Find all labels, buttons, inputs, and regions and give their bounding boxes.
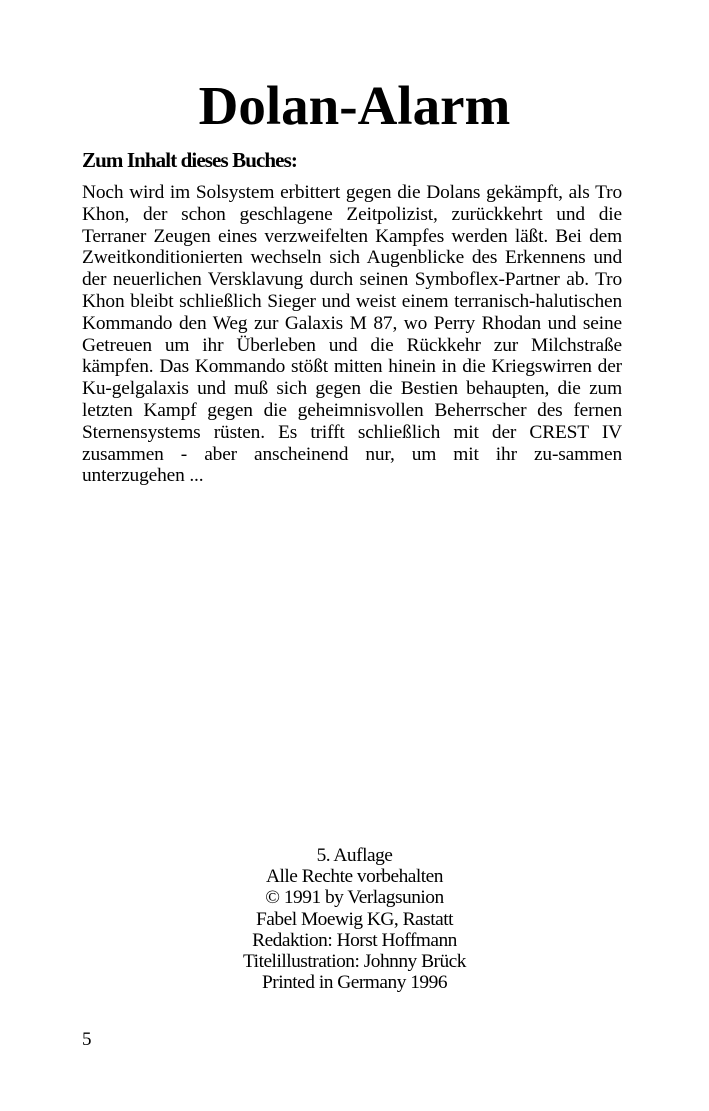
imprint-copyright: © 1991 by Verlagsunion [265, 887, 444, 909]
imprint-block [0, 845, 709, 993]
imprint-editor: Redaktion: Horst Hoffmann [252, 929, 457, 951]
content-subheading: Zum Inhalt dieses Buches: [82, 148, 297, 172]
imprint-publisher: Fabel Moewig KG, Rastatt [256, 908, 453, 930]
imprint-illustration: Titelillustration: Johnny Brück [243, 951, 466, 973]
imprint-rights: Alle Rechte vorbehalten [266, 866, 443, 888]
book-title: Dolan-Alarm [198, 75, 511, 136]
page-number: 5 [82, 1029, 92, 1050]
imprint-printed: Printed in Germany 1996 [261, 972, 448, 994]
content-paragraph: Noch wird im Solsystem erbittert gegen die Dolans gekämpft, als Tro Khon, der schon geschlagene Zeitpolizist, zurückkehrt und die Terraner Zeugen eines verzweifelten Kampfes werden läßt. Bei dem Zweitkonditionierten wechseln sich Augenblicke des Erkennens und der neuerlichen Versklavung durch seinen Symboflex-Partner ab. Tro Khon bleibt schließlich Sieger und weist einem terranisch-halutischen Kommando den Weg zur Galaxis M 87, wo Perry Rhodan und seine Getreuen um ihr Überleben und die Rückkehr zur Milchstraße kämpfen. Das Kommando stößt mitten hinein in die Kriegswirren der Ku-gelgalaxis und muß sich gegen die Bestien behaupten, die zum letzten Kampf gegen die geheimnisvollen Beherrscher des fernen Sternensystems rüsten. Es trifft schließlich mit der CREST IV zusammen - aber anscheinend nur, um mit ihr zu-sammen unterzugehen ... [82, 182, 622, 487]
imprint-edition: 5. Auflage [316, 845, 393, 866]
